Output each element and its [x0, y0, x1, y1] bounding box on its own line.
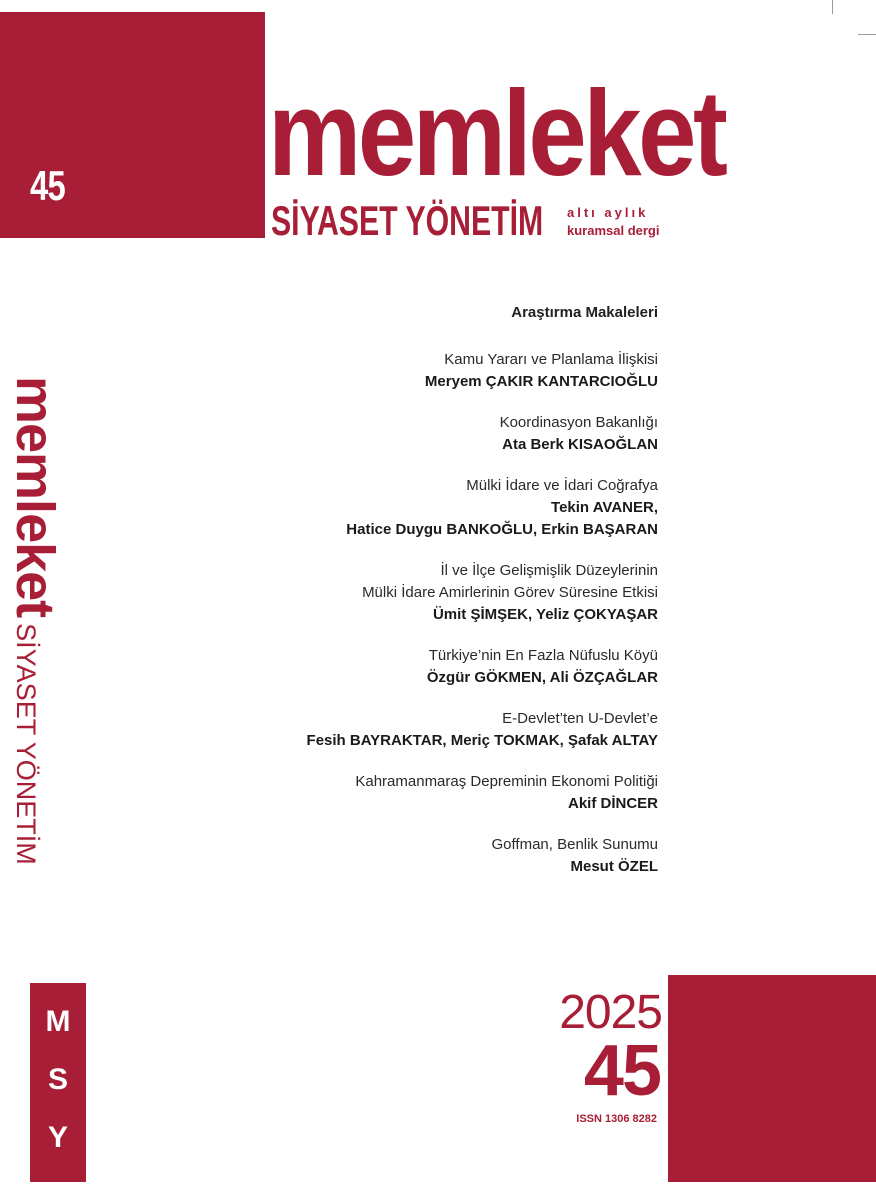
- article-title: Türkiye’nin En Fazla Nüfuslu Köyü: [428, 647, 658, 664]
- article-author: Tekin AVANER,: [551, 499, 658, 516]
- spine-title: memleket: [5, 376, 65, 618]
- journal-title: memleket: [268, 65, 725, 201]
- article-item: [138, 349, 658, 393]
- issue-year: 2025: [559, 986, 662, 1039]
- journal-tagline-2: kuramsal dergi: [567, 223, 660, 238]
- article-author: Hatice Duygu BANKOĞLU, Erkin BAŞARAN: [346, 521, 658, 538]
- article-title: Kamu Yararı ve Planlama İlişkisi: [444, 351, 658, 368]
- article-author: Mesut ÖZEL: [570, 858, 658, 875]
- msy-letter: S: [47, 1063, 68, 1096]
- article-author: Akif DİNCER: [567, 795, 658, 812]
- article-item: [138, 834, 658, 878]
- article-author: Meryem ÇAKIR KANTARCIOĞLU: [424, 373, 658, 390]
- article-item: [138, 645, 658, 689]
- article-item: [138, 560, 658, 626]
- spine-subtitle: SİYASET YÖNETİM: [11, 623, 41, 865]
- article-author: Fesih BAYRAKTAR, Meriç TOKMAK, Şafak ALTAY: [306, 732, 658, 749]
- crop-mark: [832, 0, 833, 14]
- article-title: Mülki İdare ve İdari Coğrafya: [466, 477, 658, 494]
- article-item: [138, 771, 658, 815]
- article-item: [138, 708, 658, 752]
- article-author: Özgür GÖKMEN, Ali ÖZÇAĞLAR: [426, 669, 658, 686]
- msy-letter: M: [45, 1005, 71, 1038]
- spine-text: [4, 376, 66, 865]
- bottom-color-block: [668, 975, 876, 1182]
- msy-block: [30, 983, 86, 1182]
- crop-mark: [858, 34, 876, 35]
- issue-number-top: 45: [30, 162, 65, 209]
- article-title: Goffman, Benlik Sunumu: [491, 836, 658, 853]
- journal-tagline-1: altı aylık: [567, 205, 649, 220]
- article-author: Ata Berk KISAOĞLAN: [502, 436, 658, 453]
- article-title: Mülki İdare Amirlerinin Görev Süresine Etkisi: [362, 584, 658, 601]
- article-item: [138, 475, 658, 541]
- article-title: İl ve İlçe Gelişmişlik Düzeylerinin: [440, 562, 658, 579]
- table-of-contents: [138, 304, 658, 897]
- article-title: Kahramanmaraş Depreminin Ekonomi Politiği: [355, 773, 658, 790]
- article-author: Ümit ŞİMŞEK, Yeliz ÇOKYAŞAR: [432, 606, 658, 623]
- article-title: E-Devlet’ten U-Devlet’e: [502, 710, 658, 727]
- msy-letter: Y: [47, 1121, 68, 1154]
- article-title: Koordinasyon Bakanlığı: [499, 414, 658, 431]
- issue-number-bottom: 45: [583, 1031, 660, 1111]
- article-item: [138, 412, 658, 456]
- journal-subtitle: SİYASET YÖNETİM: [271, 197, 544, 244]
- section-heading: Araştırma Makaleleri: [511, 304, 658, 321]
- issn: ISSN 1306 8282: [576, 1113, 657, 1125]
- article-list: [138, 349, 658, 878]
